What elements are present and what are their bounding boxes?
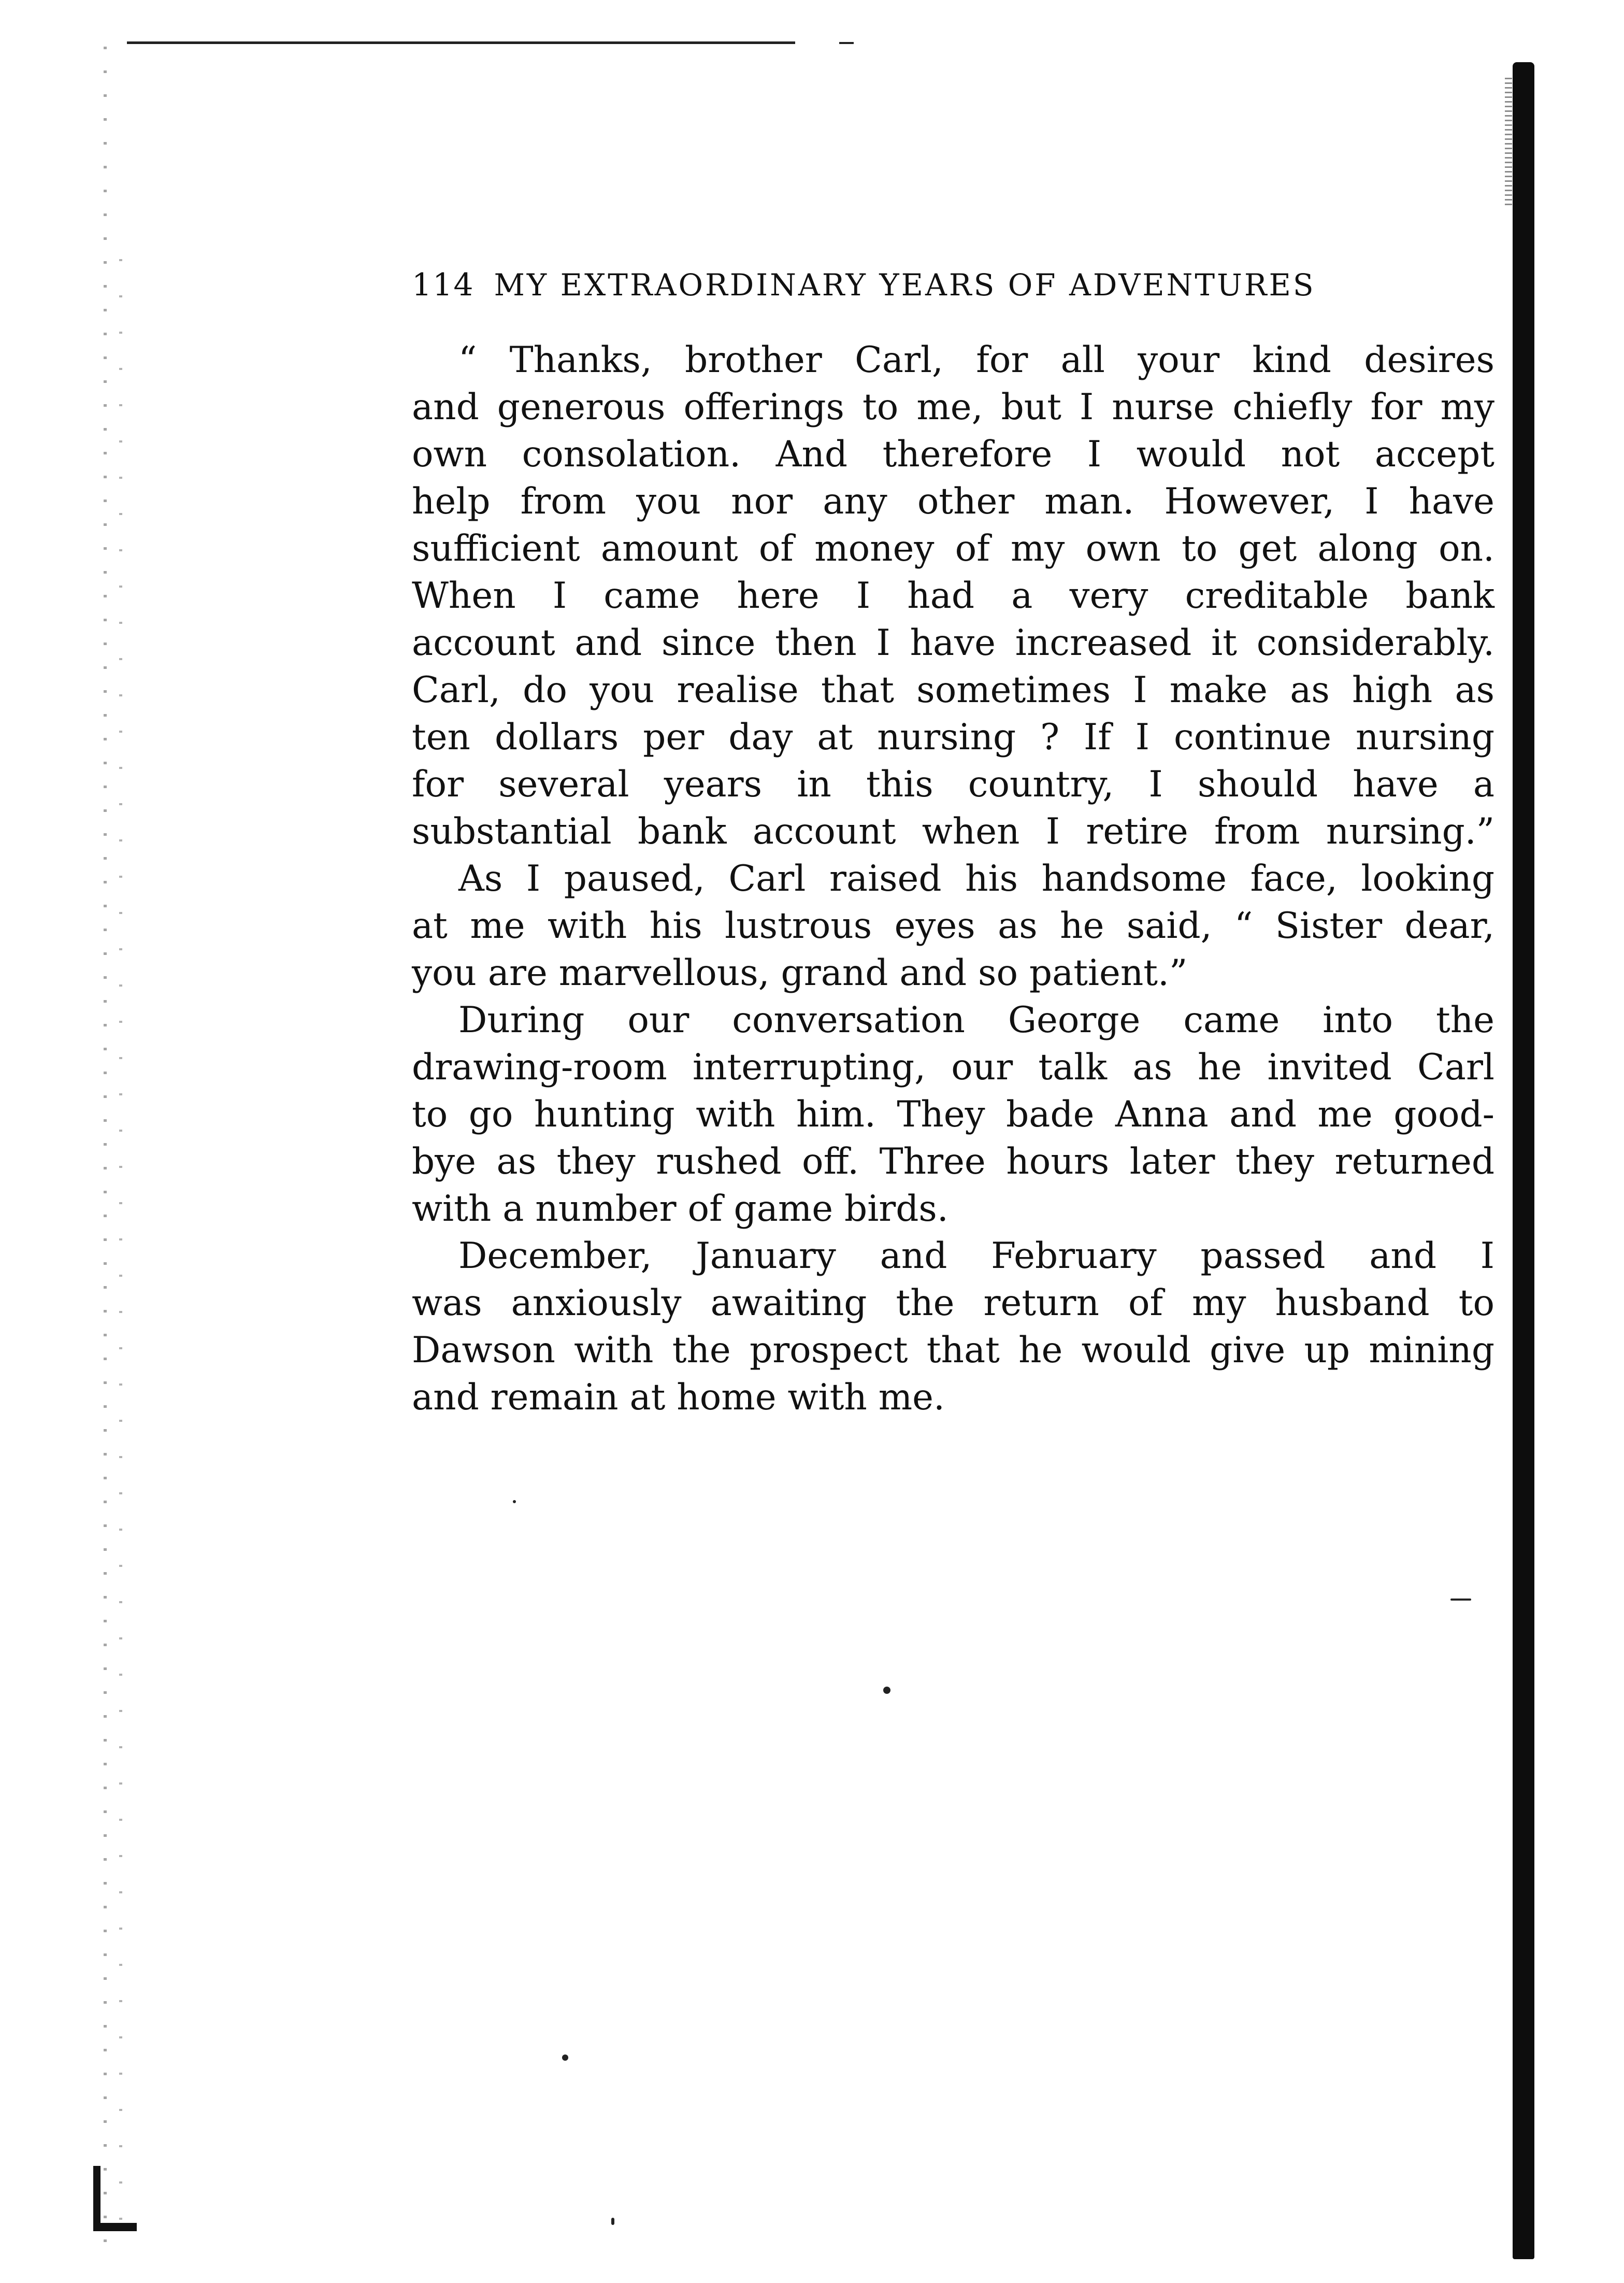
scan-speck <box>883 1687 890 1694</box>
text-line: Carl, do you realise that sometimes I make as high as <box>412 669 1494 711</box>
scan-speck <box>513 1500 516 1503</box>
text-line: account and since then I have increased it considerably. <box>412 622 1494 664</box>
text-line: was anxiously awaiting the return of my husband to <box>412 1282 1494 1324</box>
text-line: As I paused, Carl raised his handsome face, looking <box>458 858 1494 900</box>
scan-speck <box>562 2054 568 2061</box>
text-line: sufficient amount of money of my own to get along on. <box>412 528 1494 569</box>
page-number: 114 <box>412 267 475 303</box>
margin-marks <box>119 259 122 2228</box>
text-line: own consolation. And therefore I would not accept <box>412 434 1494 475</box>
text-line: December, January and February passed and I <box>458 1235 1494 1277</box>
top-rule-dash <box>741 42 761 44</box>
top-rule-dash <box>684 42 725 44</box>
text-line: you are marvellous, grand and so patient.” <box>412 952 1188 994</box>
scan-speck <box>611 2218 614 2225</box>
page-header <box>412 267 1494 308</box>
text-line: with a number of game birds. <box>412 1188 948 1230</box>
text-line: “ Thanks, brother Carl, for all your kind desires <box>458 339 1494 381</box>
text-line: at me with his lustrous eyes as he said, “ Sister dear, <box>412 905 1494 947</box>
corner-bracket <box>93 2166 137 2231</box>
text-line: and remain at home with me. <box>412 1377 945 1418</box>
text-line: During our conversation George came into the <box>458 1000 1494 1041</box>
text-line: bye as they rushed off. Three hours later they returned <box>412 1141 1494 1182</box>
binding-edge-fray <box>1505 78 1512 207</box>
margin-marks <box>88 47 135 2249</box>
text-line: help from you nor any other man. However, I have <box>412 481 1494 522</box>
text-line: and generous offerings to me, but I nurse chiefly for my <box>412 387 1494 428</box>
running-title: MY EXTRAORDINARY YEARS OF ADVENTURES <box>494 267 1316 303</box>
body-text <box>412 337 1494 1421</box>
top-rule-dash <box>839 42 854 44</box>
text-line: drawing-room interrupting, our talk as he invited Carl <box>412 1047 1494 1088</box>
text-line: When I came here I had a very creditable bank <box>412 575 1494 617</box>
scan-speck <box>1450 1599 1471 1601</box>
text-line: to go hunting with him. They bade Anna and me good- <box>412 1094 1494 1135</box>
text-line: for several years in this country, I should have a <box>412 764 1494 805</box>
binding-edge <box>1513 62 1534 2259</box>
text-line: substantial bank account when I retire from nursing.” <box>412 811 1494 852</box>
text-line: ten dollars per day at nursing ? If I continue nursing <box>412 717 1494 758</box>
text-line: Dawson with the prospect that he would give up mining <box>412 1330 1494 1371</box>
